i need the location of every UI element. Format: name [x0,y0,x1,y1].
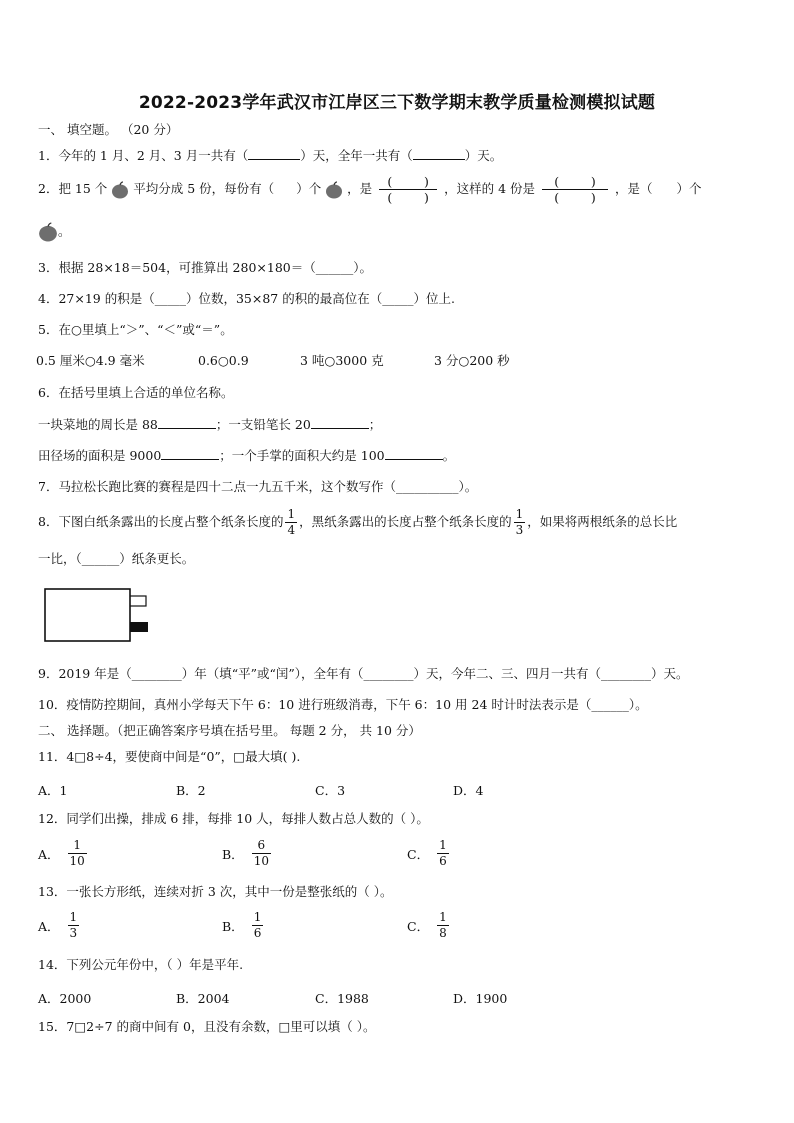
section-1-heading: 一、 填空题。 （20 分） [38,122,179,137]
apple-icon [38,222,58,242]
question-3: 3．根据 28×18＝504，可推算出 280×180＝（______）。 [38,260,372,275]
page-title: 2022-2023学年武汉市江岸区三下数学期末教学质量检测模拟试题 [138,93,656,113]
fraction-blank[interactable]: ( ) ( ) [379,174,437,205]
q1-text-b: ）天，全年一共有（ [300,148,413,163]
question-2 [38,172,702,206]
q13-option-c[interactable]: C． $\frac{1}{8}$ [407,910,447,940]
q11-option-b[interactable]: B．2 [176,783,206,798]
question-15: 15．7□2÷7 的商中间有 0，且没有余数，□里可以填（ ）。 [38,1019,376,1034]
q8-text: ，如果将两根纸条的总长比 [527,514,678,529]
q12-option-a[interactable]: A． $\frac{1}{10}$ [38,838,85,868]
q2-text-a: 2．把 15 个 [38,181,108,196]
q6-text: 一块菜地的周长是 88 [38,417,158,432]
apple-icon [111,181,129,199]
q6-text: 田径场的面积是 9000 [38,448,162,463]
q8-text: 8．下图白纸条露出的长度占整个纸条长度的 [38,514,284,529]
q6-text: ；一支铅笔长 20 [215,417,311,432]
paper-strip-diagram [40,585,155,647]
q12-option-b[interactable]: B． $\frac{6}{10}$ [222,838,269,868]
answer-blank[interactable] [311,416,369,429]
answer-blank[interactable] [161,447,219,460]
q2-text-d: ，是 [347,181,373,196]
answer-blank[interactable] [248,147,300,160]
envelope-box [45,589,130,641]
question-6-line-2 [38,447,455,464]
apple-icon [325,181,343,199]
q2-text-g: ）个 [676,181,702,196]
question-11: 11．4□8÷4，要使商中间是“0”，□最大填( ). [38,749,301,764]
question-8-continued: 一比，（______）纸条更长。 [38,551,195,566]
q2-text-h: 。 [58,223,71,239]
q5-item-2: 0.6○0.9 [198,353,249,368]
question-5: 5．在○里填上“＞”、“＜”或“＝”。 [38,322,233,337]
answer-blank[interactable] [385,447,443,460]
question-13: 13．一张长方形纸，连续对折 3 次，其中一份是整张纸的（ ）。 [38,884,393,899]
q13-option-b[interactable]: B． $\frac{1}{6}$ [222,910,262,940]
answer-blank[interactable] [158,416,216,429]
section-2-heading: 二、 选择题。（把正确答案序号填在括号里。 每题 2 分， 共 10 分） [38,723,421,738]
q6-text: 。 [442,448,456,463]
q6-text: ；一个手掌的面积大约是 100 [219,448,385,463]
q14-option-a[interactable]: A．2000 [38,991,92,1006]
question-7: 7．马拉松长跑比赛的赛程是四十二点一九五千米，这个数写作（__________）。 [38,479,478,494]
q1-text-a: 1．今年的 1 月、2 月、3 月一共有（ [38,148,249,163]
q2-text-b: 平均分成 5 份，每份有（ [133,181,275,196]
question-14: 14．下列公元年份中，（ ）年是平年. [38,957,244,972]
q14-option-b[interactable]: B．2004 [176,991,230,1006]
question-12: 12．同学们出操，排成 6 排，每排 10 人，每排人数占总人数的（ ）。 [38,811,429,826]
q6-text: ； [368,417,382,432]
q11-option-c[interactable]: C．3 [315,783,346,798]
question-1 [38,147,502,164]
q14-option-d[interactable]: D．1900 [453,991,508,1006]
fraction: $\frac{1}{4}$ [287,507,296,537]
q5-item-3: 3 吨○3000 克 [300,353,384,368]
question-2-continued [38,222,71,242]
q2-text-e: ，这样的 4 份是 [444,181,536,196]
fraction: $\frac{1}{3}$ [515,507,524,537]
question-6: 6．在括号里填上合适的单位名称。 [38,385,234,400]
q2-text-c: ）个 [296,181,322,196]
question-10: 10．疫情防控期间，真州小学每天下午 6：10 进行班级消毒，下午 6：10 用 24 时计时法表示是（______）。 [38,697,648,712]
question-6-line-1 [38,416,381,433]
q11-option-d[interactable]: D．4 [453,783,484,798]
answer-blank[interactable] [413,147,465,160]
fraction-blank[interactable]: ( ) ( ) [542,174,608,205]
question-9: 9．2019 年是（________）年（填“平”或“闰”），全年有（________）天，今年二、三、四月一共有（________）天。 [38,666,689,681]
q13-option-a[interactable]: A． $\frac{1}{3}$ [38,910,78,940]
question-4: 4．27×19 的积是（_____）位数，35×87 的积的最高位在（_____）位上. [38,291,455,306]
q1-text-c: ）天。 [464,148,503,163]
q5-item-4: 3 分○200 秒 [434,353,510,368]
q14-option-c[interactable]: C．1988 [315,991,369,1006]
q2-text-f: ，是（ [615,181,653,196]
q5-item-1: 0.5 厘米○4.9 毫米 [36,353,145,368]
question-8 [38,506,677,538]
q11-option-a[interactable]: A．1 [38,783,68,798]
q8-text: ，黑纸条露出的长度占整个纸条长度的 [299,514,512,529]
q12-option-c[interactable]: C． $\frac{1}{6}$ [407,838,447,868]
